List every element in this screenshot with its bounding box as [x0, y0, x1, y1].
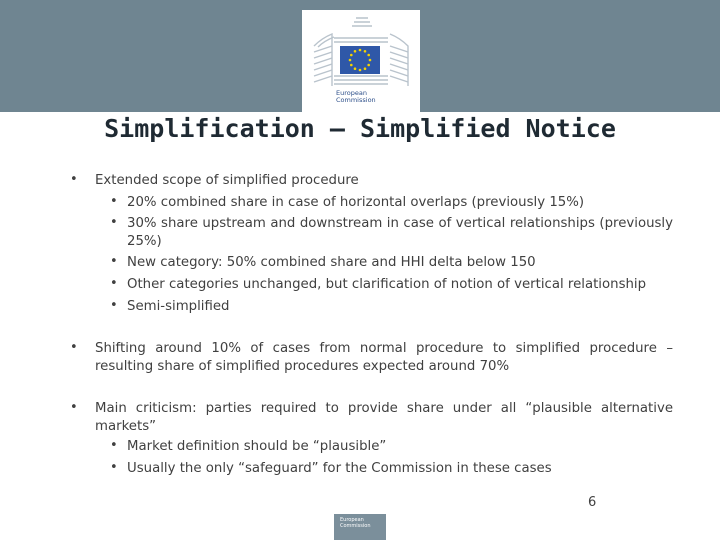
- bullet-marker: •: [70, 172, 78, 187]
- bullet-3-sub-2: Usually the only “safeguard” for the Commission in these cases: [127, 461, 552, 476]
- sub-bullet-marker: •: [110, 194, 118, 209]
- bullet-1-sub-4: Other categories unchanged, but clarification of notion of vertical relationship: [127, 277, 647, 292]
- page-number: 6: [588, 495, 597, 510]
- sub-bullet-marker: •: [110, 298, 118, 313]
- sub-bullet-marker: •: [110, 438, 118, 453]
- bullet-marker: •: [70, 340, 78, 355]
- bullet-3-sub-1: Market definition should be “plausible”: [127, 439, 387, 454]
- bullet-1-sub-1: 20% combined share in case of horizontal overlaps (previously 15%): [127, 195, 585, 210]
- bullet-marker: •: [70, 400, 78, 415]
- slide-title: Simplification – Simplified Notice: [104, 114, 616, 143]
- sub-bullet-marker: •: [110, 215, 118, 230]
- bullet-1-sub-5: Semi-simplified: [127, 299, 230, 314]
- sub-bullet-marker: •: [110, 254, 118, 269]
- bullet-3-text: Main criticism: parties required to provide share under all “plausible alternative markets”: [95, 401, 673, 434]
- sub-bullet-marker: •: [110, 460, 118, 475]
- bullet-1-sub-3: New category: 50% combined share and HHI delta below 150: [127, 255, 536, 270]
- sub-bullet-marker: •: [110, 276, 118, 291]
- footer-logo: [334, 514, 386, 540]
- bullet-1-sub-2: 30% share upstream and downstream in case of vertical relationships (previously 25%): [127, 216, 673, 249]
- logo-text-line2: Commission: [336, 96, 376, 104]
- bullet-2-text: Shifting around 10% of cases from normal procedure to simplified procedure – resulting share of simplified procedures expected around 70%: [95, 341, 673, 374]
- bullet-1-text: Extended scope of simplified procedure: [95, 173, 359, 188]
- logo-text-line1: European: [336, 89, 367, 97]
- footer-logo-text: European Commission: [340, 517, 371, 529]
